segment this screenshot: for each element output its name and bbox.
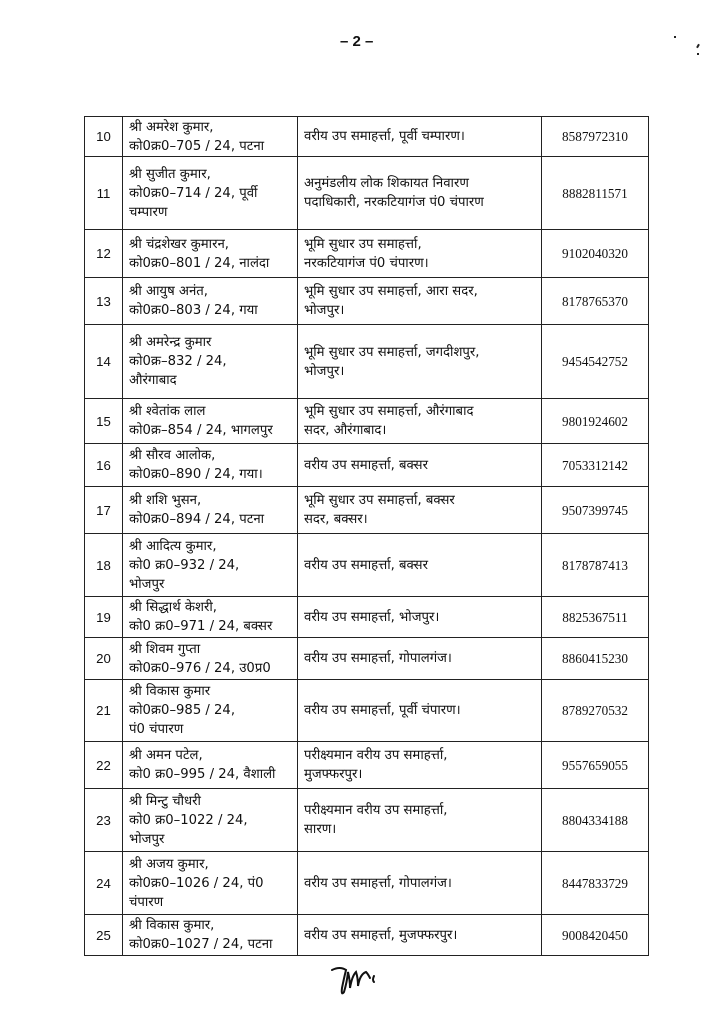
phone-number: 8825367511 [542, 597, 649, 638]
officer-name-line: को0क्र0–894 / 24, पटना [129, 512, 265, 527]
posting-cell [298, 230, 542, 278]
posting-line: पदाधिकारी, नरकटियागंज पं0 चंपारण [304, 195, 484, 210]
posting-line: परीक्ष्यमान वरीय उप समाहर्त्ता, [304, 748, 448, 763]
serial-number: 24 [85, 852, 123, 915]
officer-name-cell [123, 534, 298, 597]
officer-name-cell [123, 230, 298, 278]
officer-name-cell [123, 638, 298, 680]
serial-number: 10 [85, 117, 123, 157]
officer-name-line: श्री आदित्य कुमार, [129, 538, 217, 554]
phone-number: 8447833729 [542, 852, 649, 915]
officer-name-cell [123, 852, 298, 915]
posting-line: भूमि सुधार उप समाहर्त्ता, जगदीशपुर, [304, 344, 480, 360]
officer-posting-table [84, 116, 649, 956]
table-row [85, 534, 649, 597]
posting-line: वरीय उप समाहर्त्ता, बक्सर [304, 557, 428, 573]
posting-cell [298, 789, 542, 852]
officer-name-line: श्री सिद्धार्थ केशरी, [129, 600, 217, 615]
officer-name-cell [123, 487, 298, 534]
officer-name-line: श्री सुजीत कुमार, [129, 166, 211, 182]
table-row [85, 399, 649, 444]
posting-line: भूमि सुधार उप समाहर्त्ता, आरा सदर, [304, 284, 478, 299]
posting-cell [298, 597, 542, 638]
officer-name-line: श्री अजय कुमार, [129, 856, 209, 872]
officer-name-line: श्री विकास कुमार [129, 684, 211, 699]
posting-cell [298, 399, 542, 444]
officer-name-line: को0क्र0–976 / 24, उ0प्र0 [129, 660, 271, 676]
officer-name-line: को0क्र0–714 / 24, पूर्वी [129, 185, 258, 201]
posting-line: वरीय उप समाहर्त्ता, पूर्वी चंपारण। [304, 703, 461, 718]
posting-cell [298, 638, 542, 680]
serial-number: 13 [85, 278, 123, 325]
phone-number: 8804334188 [542, 789, 649, 852]
phone-number: 8860415230 [542, 638, 649, 680]
officer-name-cell [123, 680, 298, 742]
posting-line: मुजफ्फरपुर। [304, 767, 363, 782]
officer-name-line: को0क्र0–705 / 24, पटना [129, 138, 265, 154]
phone-number: 8882811571 [542, 157, 649, 230]
table-row [85, 157, 649, 230]
posting-line: वरीय उप समाहर्त्ता, पूर्वी चम्पारण। [304, 129, 465, 144]
posting-cell [298, 487, 542, 534]
serial-number: 14 [85, 325, 123, 399]
officer-name-line: को0 क्र0–932 / 24, [129, 557, 240, 573]
officer-name-line: को0क्र0–890 / 24, गया। [129, 467, 263, 482]
posting-cell [298, 325, 542, 399]
posting-line: नरकटियागंज पं0 चंपारण। [304, 255, 429, 271]
table-row [85, 789, 649, 852]
officer-name-line: भोजपुर [129, 576, 165, 592]
table-row [85, 597, 649, 638]
phone-number: 9102040320 [542, 230, 649, 278]
officer-name-cell [123, 915, 298, 956]
phone-number: 8587972310 [542, 117, 649, 157]
posting-line: सदर, औरंगाबाद। [304, 423, 387, 438]
posting-line: वरीय उप समाहर्त्ता, भोजपुर। [304, 609, 440, 625]
serial-number: 17 [85, 487, 123, 534]
serial-number: 16 [85, 444, 123, 487]
posting-line: भूमि सुधार उप समाहर्त्ता, [304, 236, 422, 252]
officer-name-line: औरंगाबाद [129, 373, 177, 388]
phone-number: 9507399745 [542, 487, 649, 534]
serial-number: 18 [85, 534, 123, 597]
phone-number: 9557659055 [542, 742, 649, 789]
posting-cell [298, 157, 542, 230]
serial-number: 23 [85, 789, 123, 852]
officer-name-cell [123, 597, 298, 638]
posting-cell [298, 117, 542, 157]
posting-cell [298, 278, 542, 325]
officer-name-line: श्री अमरेश कुमार, [129, 119, 214, 135]
table-row [85, 742, 649, 789]
serial-number: 15 [85, 399, 123, 444]
officer-name-line: को0 क्र0–995 / 24, वैशाली [129, 767, 276, 782]
officer-name-line: को0क्र0–1026 / 24, पं0 [129, 875, 264, 891]
officer-name-cell [123, 789, 298, 852]
officer-name-line: श्री सौरव आलोक, [129, 448, 216, 463]
scan-speck [697, 53, 699, 55]
officer-name-line: चम्पारण [129, 204, 168, 220]
table-row [85, 638, 649, 680]
officer-name-line: को0क्र0–803 / 24, गया [129, 303, 258, 318]
officer-name-line: श्री विकास कुमार, [129, 918, 215, 933]
officer-name-line: श्री चंद्रशेखर कुमारन, [129, 236, 229, 252]
posting-cell [298, 915, 542, 956]
table-row [85, 487, 649, 534]
posting-cell [298, 444, 542, 487]
phone-number: 9801924602 [542, 399, 649, 444]
phone-number: 8178765370 [542, 278, 649, 325]
posting-cell [298, 534, 542, 597]
table-body [85, 117, 649, 956]
officer-name-cell [123, 117, 298, 157]
serial-number: 21 [85, 680, 123, 742]
officer-name-line: भोजपुर [129, 831, 165, 847]
phone-number: 8178787413 [542, 534, 649, 597]
officer-name-line: को0 क्र0–971 / 24, बक्सर [129, 619, 273, 634]
posting-line: भोजपुर। [304, 363, 345, 379]
serial-number: 12 [85, 230, 123, 278]
posting-cell [298, 852, 542, 915]
posting-line: परीक्ष्यमान वरीय उप समाहर्त्ता, [304, 803, 448, 818]
officer-name-line: श्री शिवम गुप्ता [129, 641, 201, 657]
posting-line: वरीय उप समाहर्त्ता, गोपालगंज। [304, 875, 452, 891]
officer-name-cell [123, 278, 298, 325]
officer-name-line: पं0 चंपारण [129, 722, 184, 737]
officer-name-line: श्री मिन्टु चौधरी [129, 793, 201, 809]
serial-number: 20 [85, 638, 123, 680]
posting-line: भूमि सुधार उप समाहर्त्ता, औरंगाबाद [304, 404, 474, 419]
page-number: – 2 – [340, 33, 374, 50]
officer-name-line: श्री अमरेन्द्र कुमार [129, 335, 212, 350]
officer-name-line: को0 क्र0–1022 / 24, [129, 812, 248, 828]
phone-number: 9454542752 [542, 325, 649, 399]
posting-line: भूमि सुधार उप समाहर्त्ता, बक्सर [304, 493, 455, 508]
posting-cell [298, 742, 542, 789]
officer-name-line: को0क्र0–985 / 24, [129, 703, 236, 718]
posting-line: वरीय उप समाहर्त्ता, बक्सर [304, 457, 428, 473]
scan-speck [696, 44, 700, 48]
officer-name-line: को0क्र–854 / 24, भागलपुर [129, 423, 273, 438]
signature [330, 962, 410, 1002]
table-row [85, 230, 649, 278]
posting-line: वरीय उप समाहर्त्ता, मुजफ्फरपुर। [304, 927, 458, 943]
officer-name-line: को0क्र0–1027 / 24, पटना [129, 937, 273, 952]
serial-number: 22 [85, 742, 123, 789]
table-row [85, 444, 649, 487]
officer-name-line: को0क्र–832 / 24, [129, 354, 227, 369]
posting-line: अनुमंडलीय लोक शिकायत निवारण [304, 176, 469, 191]
officer-name-line: श्री आयुष अनंत, [129, 284, 208, 299]
phone-number: 7053312142 [542, 444, 649, 487]
officer-name-cell [123, 399, 298, 444]
posting-cell [298, 680, 542, 742]
officer-name-line: श्री शशि भुसन, [129, 493, 202, 508]
scan-speck [674, 36, 676, 38]
table-row [85, 325, 649, 399]
posting-line: भोजपुर। [304, 303, 345, 318]
serial-number: 11 [85, 157, 123, 230]
officer-name-line: को0क्र0–801 / 24, नालंदा [129, 255, 270, 271]
phone-number: 8789270532 [542, 680, 649, 742]
table-row [85, 278, 649, 325]
serial-number: 19 [85, 597, 123, 638]
officer-name-cell [123, 742, 298, 789]
table-row [85, 852, 649, 915]
posting-line: सारण। [304, 822, 337, 837]
table-row [85, 915, 649, 956]
officer-name-cell [123, 157, 298, 230]
officer-name-line: चंपारण [129, 894, 164, 910]
officer-name-cell [123, 444, 298, 487]
serial-number: 25 [85, 915, 123, 956]
officer-name-cell [123, 325, 298, 399]
posting-line: वरीय उप समाहर्त्ता, गोपालगंज। [304, 651, 452, 666]
officer-name-line: श्री श्वेतांक लाल [129, 404, 206, 419]
posting-line: सदर, बक्सर। [304, 512, 368, 527]
officer-name-line: श्री अमन पटेल, [129, 748, 203, 763]
table-row [85, 680, 649, 742]
table-row [85, 117, 649, 157]
phone-number: 9008420450 [542, 915, 649, 956]
